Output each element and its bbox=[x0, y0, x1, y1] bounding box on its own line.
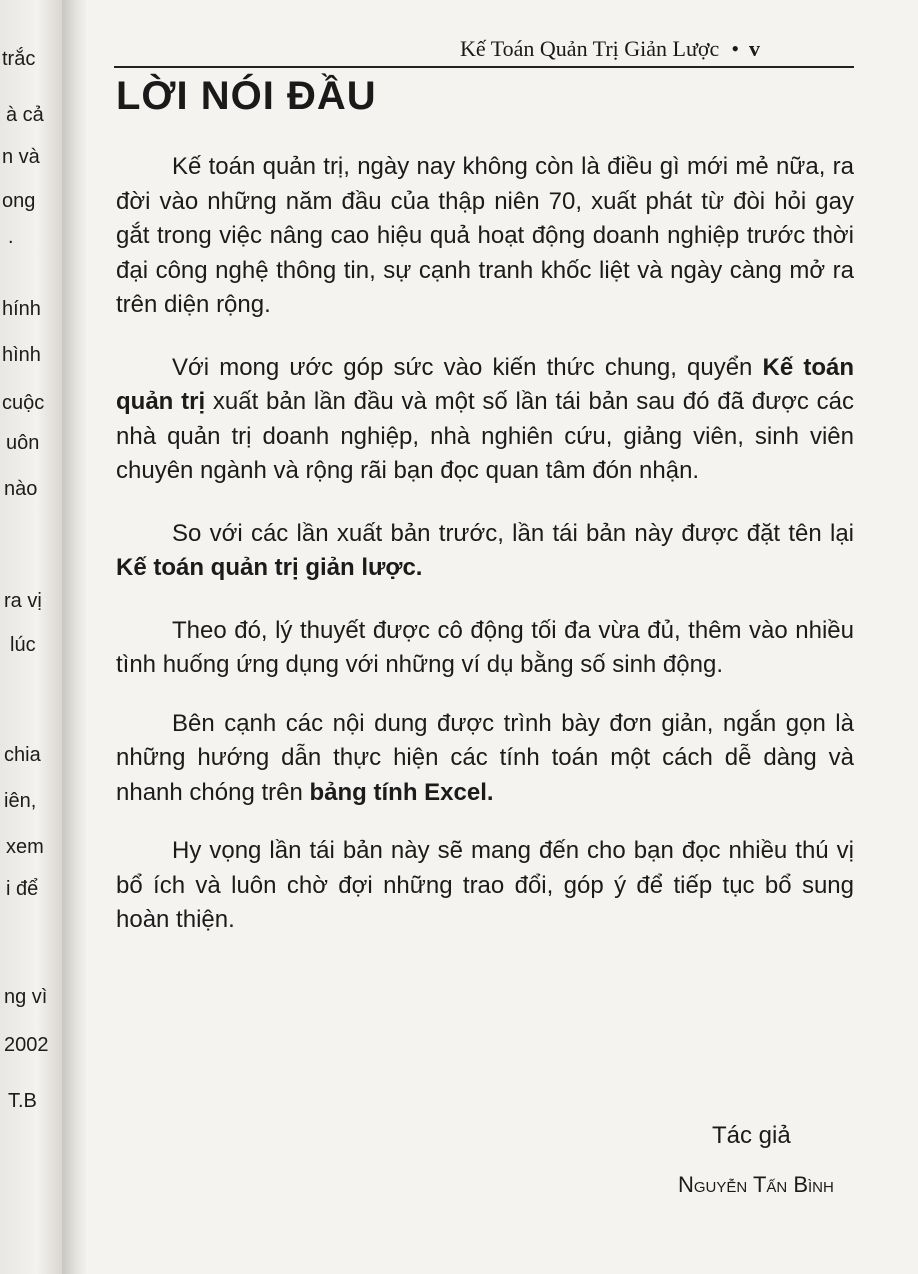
paragraph-5-text: Bên cạnh các nội dung được trình bày đơn giản, ngắn gọn là những hướng dẫn thực hiện các tính toán một cách dễ dàng và nhanh chóng trên bbox=[116, 709, 854, 806]
left-page-fragment: 2002 bbox=[4, 1034, 49, 1056]
left-page-fragment: à cả bbox=[6, 104, 44, 126]
paragraph-2-bold-book-title: Kế toán quản trị bbox=[116, 353, 854, 415]
left-page-fragment: uôn bbox=[6, 432, 40, 454]
signature-role: Tác giả bbox=[712, 1122, 791, 1149]
paragraph-4: Theo đó, lý thuyết được cô động tối đa vừa đủ, thêm vào nhiều tình huống ứng dụng với những ví dụ bằng số sinh động. bbox=[116, 616, 854, 678]
paragraph-5-bold-excel: bảng tính Excel. bbox=[309, 778, 494, 806]
paragraph-1: Kế toán quản trị, ngày nay không còn là điều gì mới mẻ nữa, ra đời vào những năm đầu của thập niên 70, xuất phát từ đòi hỏi gay gắt trong việc nâng cao hiệu quả hoạt động doanh nghiệp trước thời đại công nghệ thông tin, sự cạnh tranh khốc liệt và ngày càng mở ra trên diện rộng. bbox=[116, 153, 854, 318]
paragraph-2-text: Với mong ước góp sức vào kiến thức chung, quyển bbox=[172, 353, 763, 381]
running-header bbox=[460, 36, 760, 62]
paragraph-2-text-rest: xuất bản lần đầu và một số lần tái bản sau đó đã được các nhà quản trị doanh nghiệp, nhà nghiên cứu, giảng viên, sinh viên chuyên ngành và rộng rãi bạn đọc quan tâm đón nhận. bbox=[116, 388, 854, 484]
paragraph-3 bbox=[116, 517, 854, 586]
author-name: Nguyễn Tấn Bình bbox=[678, 1172, 834, 1197]
left-page-edge bbox=[0, 0, 62, 1274]
page-number: v bbox=[749, 36, 761, 61]
paragraph-3-text: So với các lần xuất bản trước, lần tái bản này được đặt tên lại bbox=[172, 519, 854, 547]
left-page-fragment: i để bbox=[6, 878, 39, 900]
page-title: LỜI NÓI ĐẦU bbox=[116, 74, 377, 118]
header-rule bbox=[114, 66, 854, 68]
paragraph-5 bbox=[116, 707, 854, 811]
left-page-fragment: trắc bbox=[2, 48, 36, 70]
left-page-fragment: cuộc bbox=[2, 392, 45, 414]
left-page-fragment: nào bbox=[4, 478, 38, 500]
left-page-fragment: hình bbox=[2, 344, 41, 366]
left-page-fragment: chia bbox=[4, 744, 41, 766]
paragraph-3-bold-new-title: Kế toán quản trị giản lược. bbox=[116, 554, 423, 581]
header-bullet: • bbox=[731, 36, 740, 61]
left-page-fragment: lúc bbox=[10, 634, 36, 656]
left-page-fragment: n và bbox=[2, 146, 40, 168]
left-page-fragment: xem bbox=[6, 836, 44, 858]
left-page-fragment: . bbox=[8, 226, 14, 248]
paragraph-2 bbox=[116, 351, 854, 489]
left-page-fragment: ong bbox=[2, 190, 36, 212]
left-page-fragment: ra vị bbox=[4, 590, 42, 612]
running-title: Kế Toán Quản Trị Giản Lược bbox=[460, 36, 720, 61]
book-page bbox=[86, 0, 918, 1274]
left-page-fragment: hính bbox=[2, 298, 41, 320]
paragraph-6: Hy vọng lần tái bản này sẽ mang đến cho bạn đọc nhiều thú vị bổ ích và luôn chờ đợi những trao đổi, góp ý để tiếp tục bổ sung hoàn thiện. bbox=[116, 837, 854, 933]
left-page-fragment: iên, bbox=[4, 790, 37, 812]
left-page-fragment: T.B bbox=[8, 1090, 37, 1112]
preface-body bbox=[116, 150, 854, 938]
left-page-fragment: ng vì bbox=[4, 986, 48, 1008]
book-gutter bbox=[62, 0, 86, 1274]
